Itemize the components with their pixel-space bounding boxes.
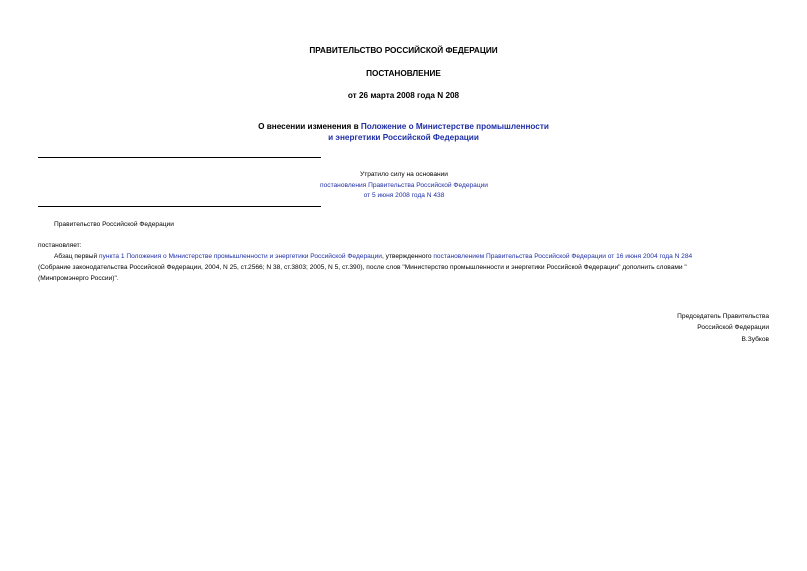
header-date-number: от 26 марта 2008 года N 208	[347, 91, 460, 100]
para-link-resolution[interactable]: постановлением Правительства Российской Федерации от 16 июня 2004 года N 284	[433, 253, 693, 260]
bottom-divider	[38, 206, 321, 207]
title-link-regulation-cont[interactable]: и энергетики Российской Федерации	[328, 133, 479, 142]
issuer-text: Правительство Российской Федерации	[54, 221, 174, 228]
status-note	[300, 170, 508, 202]
para-line3: (Минпромэнерго России)".	[38, 275, 119, 283]
signature-title: Председатель Правительства	[677, 313, 769, 320]
signature-org: Российской Федерации	[697, 324, 769, 332]
main-paragraph	[38, 251, 770, 285]
decides-text: постановляет:	[38, 242, 82, 249]
document-title	[0, 121, 807, 143]
status-note-link[interactable]: постановления Правительства Российской Федерации	[320, 181, 488, 189]
title-prefix: О внесении изменения в	[258, 122, 361, 131]
header-government: ПРАВИТЕЛЬСТВО РОССИЙСКОЙ ФЕДЕРАЦИИ	[309, 46, 498, 55]
status-note-link-date[interactable]: от 5 июня 2008 года N 438	[363, 192, 445, 200]
para-line2: (Собрание законодательства Российской Федерации, 2004, N 25, ст.2566; N 38, ст.3803; 2005, N 5, ст.390), после слов "Министерство промышленности и энергетики Российской Федерации" дополнить словами "	[38, 264, 687, 272]
header-doc-type: ПОСТАНОВЛЕНИЕ	[366, 69, 441, 78]
para-link-point[interactable]: пункта 1 Положения о Министерстве промышленности и энергетики Российской Федерации	[99, 253, 382, 260]
signature-name: В.Зубков	[741, 335, 769, 343]
para-mid: , утвержденного	[381, 253, 434, 260]
top-divider	[38, 157, 321, 158]
title-link-regulation[interactable]: Положение о Министерстве промышленности	[360, 122, 549, 131]
status-note-line: Утратило силу на основании	[360, 171, 448, 178]
signature-block	[569, 311, 769, 345]
para-start: Абзац первый	[54, 253, 99, 260]
